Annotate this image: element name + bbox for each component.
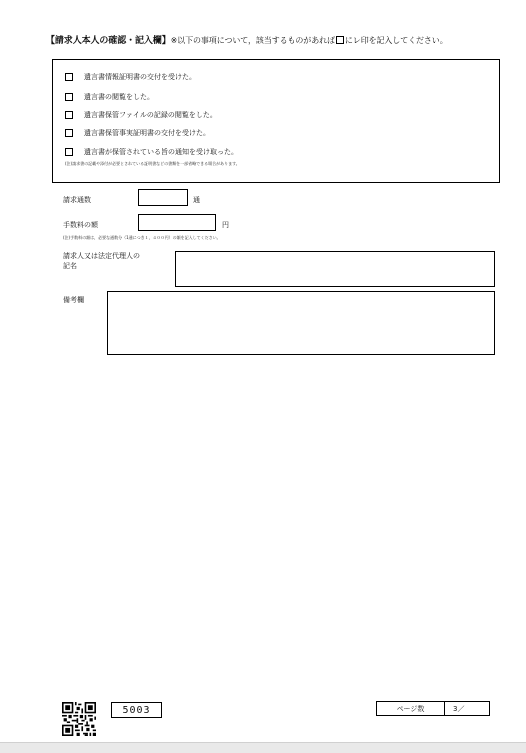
signature-label-line1: 請求人又は法定代理人の	[63, 252, 140, 260]
check-item-custody-certificate[interactable]	[65, 127, 210, 139]
checkbox[interactable]	[65, 148, 73, 156]
instruction-text-end: にレ印を記入してください。	[344, 36, 448, 45]
form-number: 5003	[111, 702, 162, 718]
remarks-label: 備考欄	[63, 296, 84, 304]
check-item-viewing[interactable]	[65, 91, 154, 103]
signature-label-line2: 記名	[63, 262, 77, 270]
signature-field[interactable]	[175, 251, 495, 287]
page-count-label: ページ数	[377, 702, 445, 715]
check-item-label: 遺言書保管事実証明書の交付を受けた。	[84, 129, 210, 137]
fee-unit: 円	[222, 221, 229, 229]
checkbox[interactable]	[65, 73, 73, 81]
check-item-file-record[interactable]	[65, 109, 217, 121]
checkbox[interactable]	[65, 129, 73, 137]
page-count-value: 3／	[453, 704, 465, 713]
checklist-note: (注)請求書の記載や添付が必要とされている証明書などの書類を一部省略できる場合があります。	[65, 161, 240, 166]
request-count-unit: 通	[193, 196, 200, 204]
fee-field[interactable]	[138, 214, 216, 231]
fee-note: (注)手数料の額は，必要な通数分（1通につき１，４００円）の額を記入してください。	[63, 235, 221, 240]
instruction-text: ※以下の事項について，該当するものがあれば	[170, 36, 335, 45]
check-item-certificate[interactable]	[65, 71, 196, 83]
request-count-field[interactable]	[138, 189, 188, 206]
page-count-box	[376, 701, 490, 716]
remarks-field[interactable]	[107, 291, 495, 355]
checkbox-symbol-icon	[336, 36, 344, 44]
section-header	[46, 33, 448, 46]
check-item-label: 遺言書情報証明書の交付を受けた。	[84, 73, 196, 81]
check-item-label: 遺言書が保管されている旨の通知を受け取った。	[84, 148, 238, 156]
request-count-label: 請求通数	[63, 196, 91, 204]
section-title: 【請求人本人の確認・記入欄】	[46, 36, 171, 46]
check-item-label: 遺言書の閲覧をした。	[84, 93, 154, 101]
checkbox[interactable]	[65, 93, 73, 101]
check-item-label: 遺言書保管ファイルの記録の閲覧をした。	[84, 111, 217, 119]
qr-code-icon	[62, 702, 96, 736]
checkbox[interactable]	[65, 111, 73, 119]
check-item-notification[interactable]	[65, 146, 238, 158]
confirmation-checklist	[52, 59, 500, 183]
fee-label: 手数料の額	[63, 221, 98, 229]
